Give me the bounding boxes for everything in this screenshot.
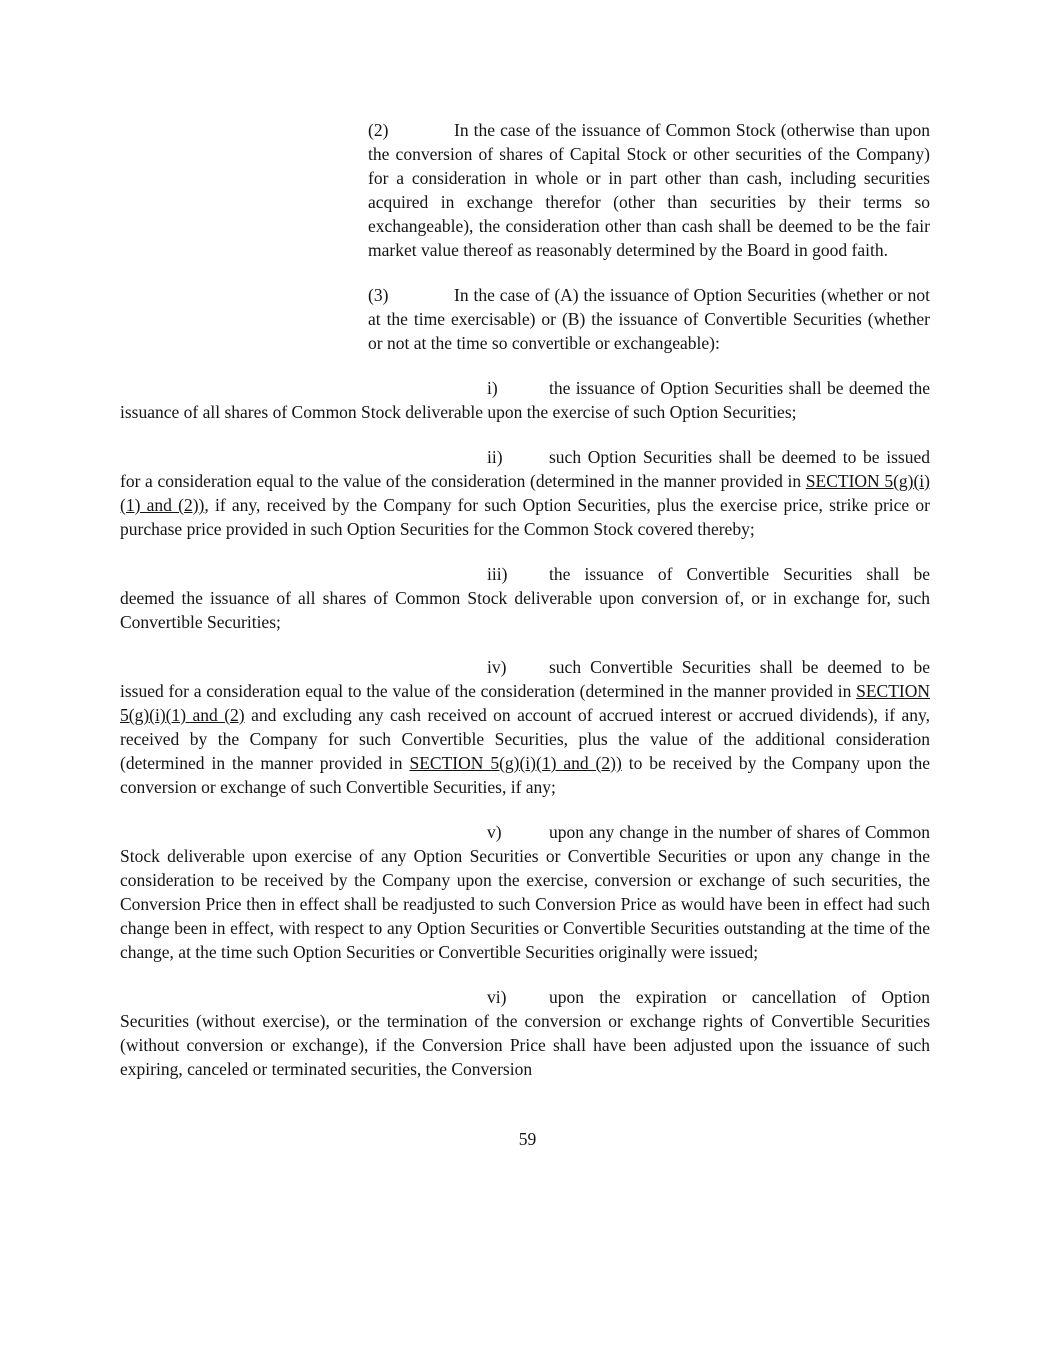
paragraph-text: the issuance of Option Securities shall be deemed the issuance of all shares of Common Stock deliverable upon the exercise of such Option Securities; — [120, 378, 930, 422]
paragraph-vi — [120, 985, 930, 1081]
paragraph-ii — [120, 445, 930, 541]
paragraph-text: and excluding any cash received on account of accrued interest or accrued dividends), if any, received by the Company for such Convertible Securities, plus the value of the additional consideration (determined in the manner provided in — [120, 705, 930, 773]
page-number: 59 — [518, 1129, 537, 1149]
paragraph-iii — [120, 562, 930, 634]
paragraph-v — [120, 820, 930, 964]
paragraph-label: v) — [487, 822, 502, 842]
section-reference: SECTION 5(g)(i)(1) and (2)) — [120, 471, 930, 515]
paragraph-text: In the case of the issuance of Common Stock (otherwise than upon the conversion of shares of Capital Stock or other securities of the Company) for a consideration in whole or in part other than cash, including securities acquired in exchange therefor (other than securities by their terms so exchangeable), the consideration other than cash shall be deemed to be the fair market value thereof as reasonably determined by the Board in good faith. — [368, 120, 930, 260]
paragraph-label: i) — [487, 378, 498, 398]
section-reference: SECTION 5(g)(i)(1) and (2) — [120, 681, 930, 725]
paragraph-i — [120, 376, 930, 424]
paragraph-label: iv) — [487, 657, 507, 677]
paragraph-text: In the case of (A) the issuance of Option Securities (whether or not at the time exercisable) or (B) the issuance of Convertible Securities (whether or not at the time so convertible or exchangeable): — [368, 285, 930, 353]
paragraph-text: such Convertible Securities shall be deemed to be issued for a consideration equal to the value of the consideration (determined in the manner provided in — [120, 657, 930, 701]
paragraph-label: (2) — [368, 120, 389, 140]
section-reference: SECTION 5(g)(i)(1) and (2)) — [409, 753, 622, 773]
paragraph-3 — [368, 283, 930, 355]
page-footer — [0, 1127, 1055, 1151]
paragraph-text: upon any change in the number of shares of Common Stock deliverable upon exercise of any Option Securities or Convertible Securities or upon any change in the consideration to be received by the Company upon the exercise, conversion or exchange of such securities, the Conversion Price then in effect shall be readjusted to such Conversion Price as would have been in effect had such change been in effect, with respect to any Option Securities or Convertible Securities outstanding at the time of the change, at the time such Option Securities or Convertible Securities originally were issued; — [120, 822, 930, 962]
paragraph-2 — [368, 118, 930, 262]
document-body — [120, 118, 930, 1081]
paragraph-text: to be received by the Company upon the conversion or exchange of such Convertible Securities, if any; — [120, 753, 931, 797]
paragraph-text: , if any, received by the Company for such Option Securities, plus the exercise price, strike price or purchase price provided in such Option Securities for the Common Stock covered thereby; — [120, 495, 930, 539]
paragraph-label: vi) — [487, 987, 507, 1007]
paragraph-label: (3) — [368, 285, 389, 305]
paragraph-iv — [120, 655, 930, 799]
paragraph-text: upon the expiration or cancellation of Option Securities (without exercise), or the termination of the conversion or exchange rights of Convertible Securities (without conversion or exchange), if the Conversion Price shall have been adjusted upon the issuance of such expiring, canceled or terminated securities, the Conversion — [120, 987, 930, 1079]
paragraph-label: ii) — [487, 447, 503, 467]
paragraph-text: such Option Securities shall be deemed to be issued for a consideration equal to the value of the consideration (determined in the manner provided in — [120, 447, 930, 491]
paragraph-label: iii) — [487, 564, 508, 584]
paragraph-text: the issuance of Convertible Securities shall be deemed the issuance of all shares of Common Stock deliverable upon conversion of, or in exchange for, such Convertible Securities; — [120, 564, 930, 632]
